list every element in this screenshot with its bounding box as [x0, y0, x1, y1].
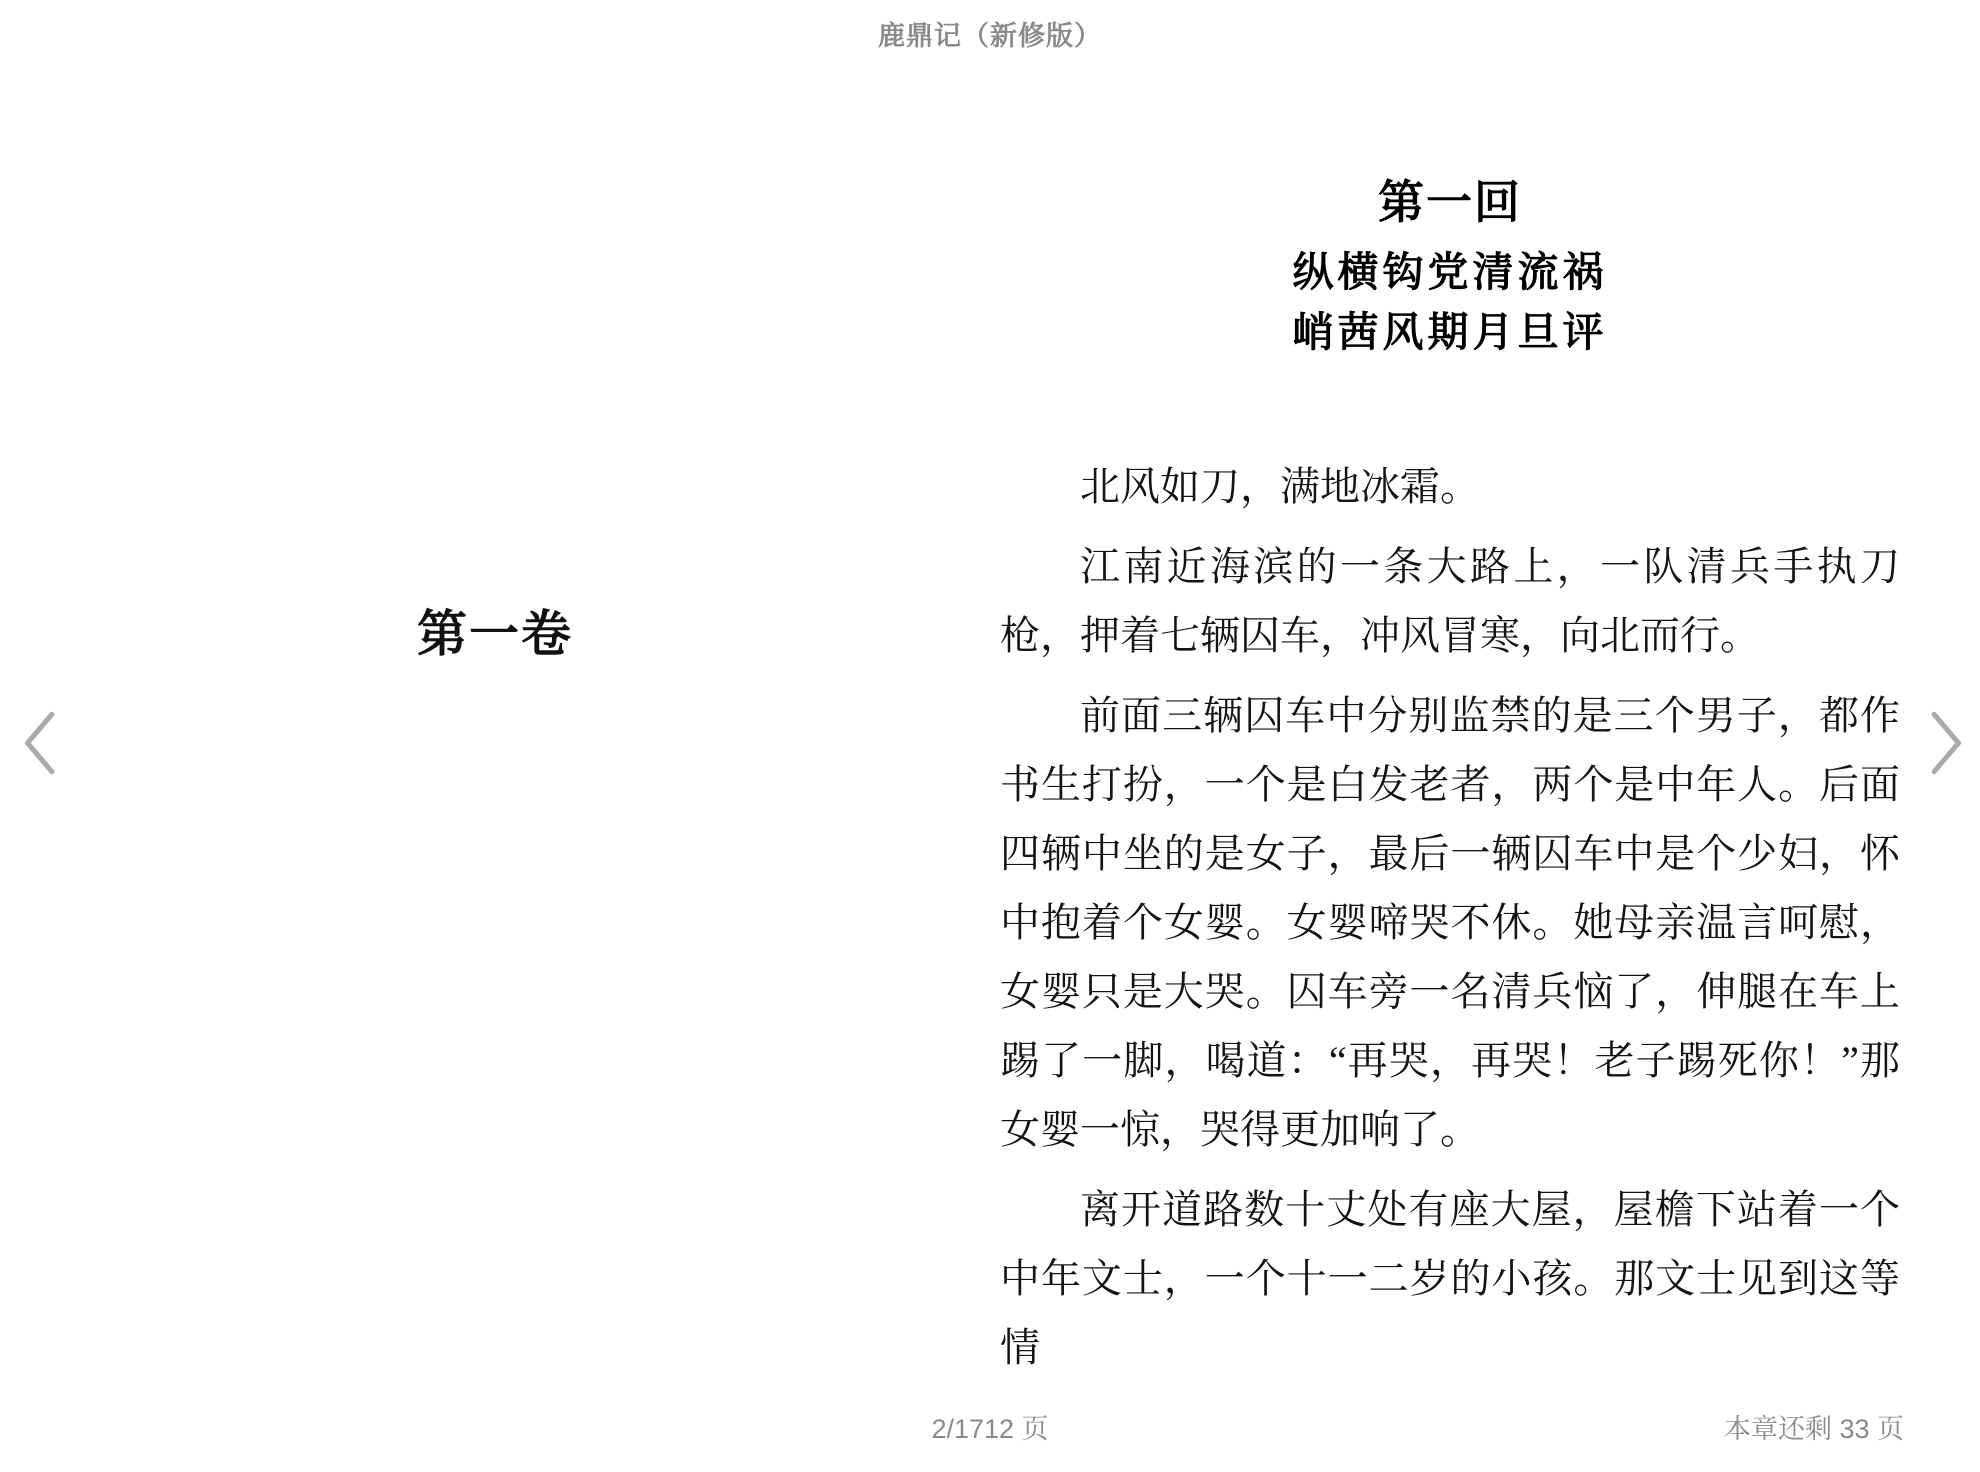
- body-paragraph: 前面三辆囚车中分别监禁的是三个男子，都作书生打扮，一个是白发老者，两个是中年人。后面四辆中坐的是女子，最后一辆囚车中是个少妇，怀中抱着个女婴。女婴啼哭不休。她母亲温言呵慰，女婴只是大哭。囚车旁一名清兵恼了，伸腿在车上踢了一脚，喝道：“再哭，再哭！老子踢死你！”那女婴一惊，哭得更加响了。: [1000, 693, 1900, 1152]
- chapter-remaining-label: 本章还剩 33 页: [1723, 1414, 1904, 1444]
- chapter-subtitle-line2: 峭茜风期月旦评: [1292, 309, 1608, 355]
- body-paragraph: 北风如刀，满地冰霜。: [1080, 464, 1480, 509]
- body-paragraph: 离开道路数十丈处有座大屋，屋檐下站着一个中年文士，一个十一二岁的小孩。那文士见到这等情: [1000, 1187, 1900, 1370]
- volume-title: 第一卷: [417, 606, 573, 662]
- chapter-title: 第一回: [1378, 177, 1522, 228]
- chevron-right-icon[interactable]: [1928, 710, 1966, 776]
- page-indicator: 2/1712 页: [931, 1414, 1049, 1444]
- chapter-subtitle-line1: 纵横钩党清流祸: [1292, 249, 1608, 295]
- book-title: 鹿鼎记（新修版）: [878, 21, 1102, 51]
- right-page: [1000, 0, 1900, 1393]
- body-paragraph: 江南近海滨的一条大路上，一队清兵手执刀枪，押着七辆囚车，冲风冒寒，向北而行。: [1000, 544, 1900, 658]
- chapter-body: [1000, 452, 1900, 1382]
- chevron-right-icon: [1928, 710, 1966, 776]
- chevron-left-icon[interactable]: [20, 710, 58, 776]
- chevron-left-icon: [20, 710, 58, 776]
